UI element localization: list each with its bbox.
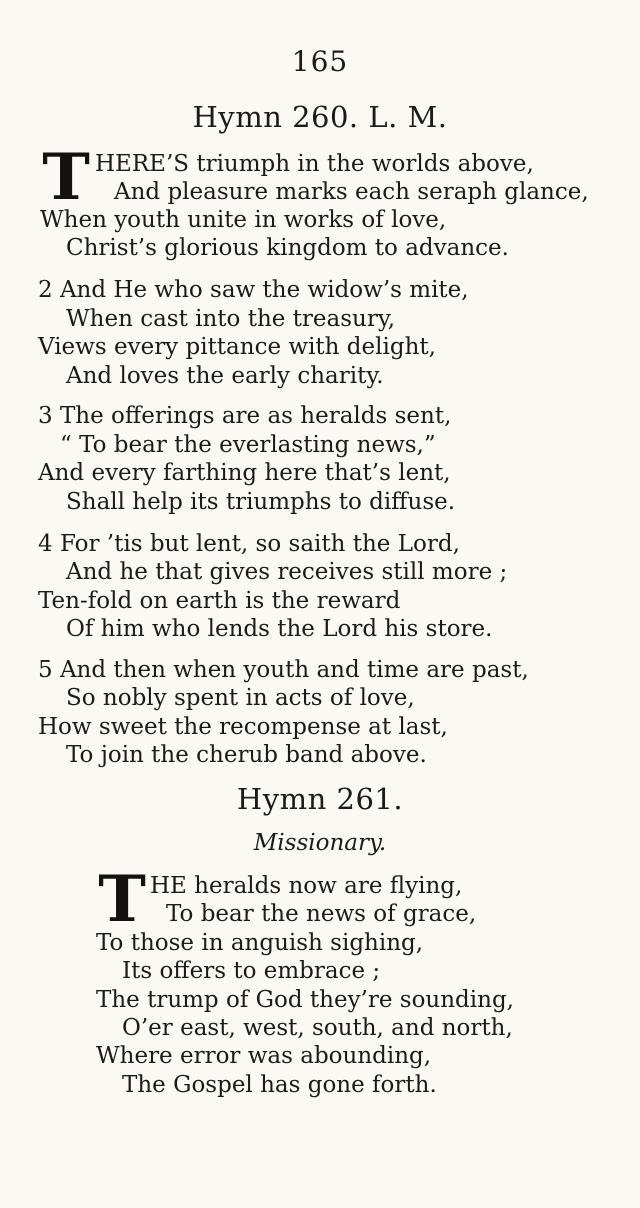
hymn-260-line: When youth unite in works of love, xyxy=(40,207,447,233)
hymn-260-line: 5 And then when youth and time are past, xyxy=(38,657,529,683)
hymn-260-line: “ To bear the everlasting news,” xyxy=(60,432,436,458)
hymn-260-line: And he that gives receives still more ; xyxy=(66,559,508,585)
hymn-260-title: Hymn 260. L. M. xyxy=(192,100,448,134)
hymn-261-line: The Gospel has gone forth. xyxy=(122,1072,437,1098)
hymn-260-line: Of him who lends the Lord his store. xyxy=(66,616,493,642)
hymn-261-line: To those in anguish sighing, xyxy=(96,930,424,956)
hymn-260-line: To join the cherub band above. xyxy=(66,742,427,768)
hymn-261-line: Its offers to embrace ; xyxy=(122,958,381,984)
hymn-261-line: Where error was abounding, xyxy=(96,1043,432,1069)
hymn-261-line: The trump of God they’re sounding, xyxy=(96,987,514,1013)
hymn-261-title: Hymn 261. xyxy=(236,782,404,816)
hymn-260-line: Views every pittance with delight, xyxy=(38,334,436,360)
page-number: 165 xyxy=(291,45,349,78)
hymn-260-line: And pleasure marks each seraph glance, xyxy=(114,179,589,205)
hymn-260-line: 4 For ’tis but lent, so saith the Lord, xyxy=(38,531,460,557)
hymn-260-line: How sweet the recompense at last, xyxy=(38,714,448,740)
hymn-260-drop-cap: T xyxy=(38,148,94,208)
hymn-261-line: HE heralds now are flying, xyxy=(150,873,463,899)
hymn-261-line: O’er east, west, south, and north, xyxy=(122,1015,513,1041)
hymn-261-line: To bear the news of grace, xyxy=(166,901,477,927)
hymn-260-line: So nobly spent in acts of love, xyxy=(66,685,415,711)
hymn-261-subtitle: Missionary. xyxy=(253,830,387,856)
hymn-260-line: Christ’s glorious kingdom to advance. xyxy=(66,235,509,261)
hymn-260-line: And every farthing here that’s lent, xyxy=(38,460,451,486)
hymn-260-line: Ten-fold on earth is the reward xyxy=(38,588,401,614)
hymn-260-line: Shall help its triumphs to diffuse. xyxy=(66,489,456,515)
hymn-260-line: 3 The offerings are as heralds sent, xyxy=(38,403,452,429)
hymn-260-line: When cast into the treasury, xyxy=(66,306,396,332)
hymn-260-line: HERE’S triumph in the worlds above, xyxy=(95,151,534,177)
hymn-260-line: And loves the early charity. xyxy=(66,363,384,389)
hymn-261-drop-cap: T xyxy=(94,870,150,930)
hymn-260-line: 2 And He who saw the widow’s mite, xyxy=(38,277,469,303)
